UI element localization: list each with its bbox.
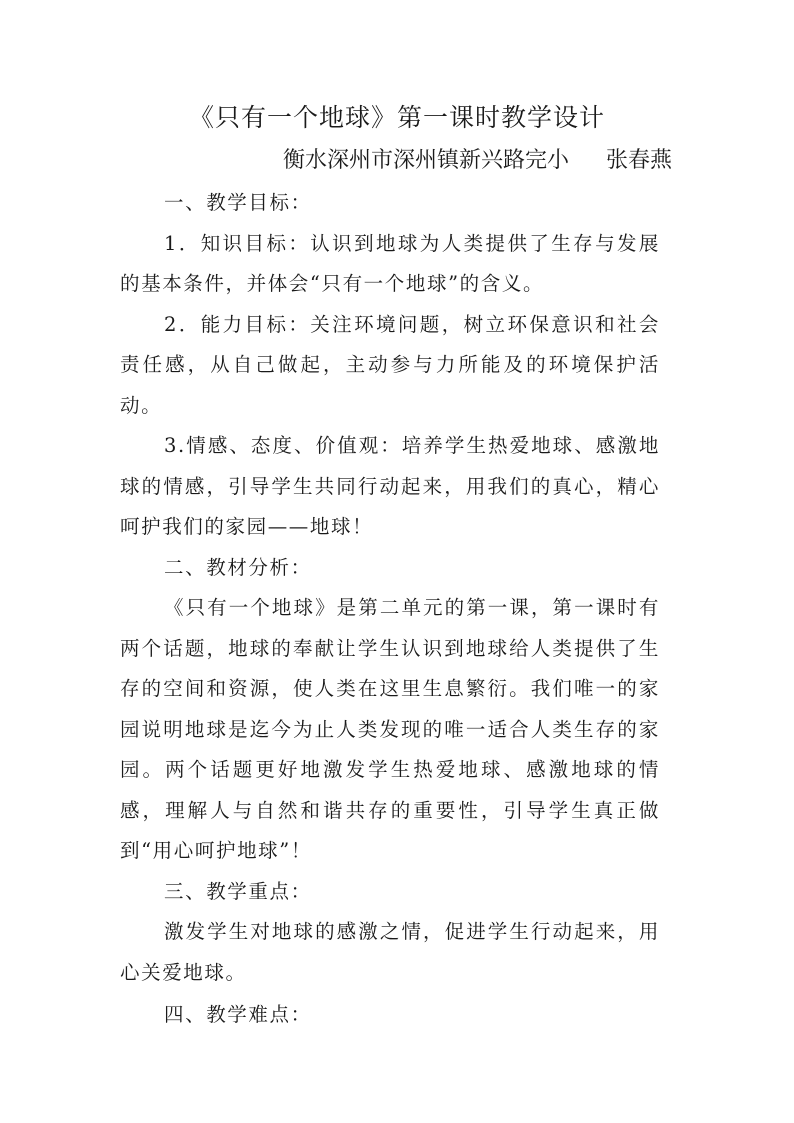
goal-knowledge: 1．知识目标：认识到地球为人类提供了生存与发展的基本条件，并体会“只有一个地球”的含义。 <box>120 231 660 295</box>
analysis-text: 《只有一个地球》是第二单元的第一课，第一课时有两个话题，地球的奉献让学生认识到地球给人类提供了生存的空间和资源，使人类在这里生息繁衍。我们唯一的家园说明地球是迄今为止人类发现的唯一适合人类生存的家园。两个话题更好地激发学生热爱地球、感激地球的情感，理解人与自然和谐共存的重要性，引导学生真正做到“用心呵护地球”！ <box>120 596 660 862</box>
author-school: 衡水深州市深州镇新兴路完小 <box>282 148 569 173</box>
analysis-heading: 二、教材分析： <box>164 555 312 579</box>
goal-emotion: 3.情感、态度、价值观：培养学生热爱地球、感激地球的情感，引导学生共同行动起来，用我们的真心，精心呵护我们的家园——地球！ <box>120 434 660 538</box>
key-points-text: 激发学生对地球的感激之情，促进学生行动起来，用心关爱地球。 <box>120 920 660 984</box>
document-body <box>120 183 660 1036</box>
difficulty-heading: 四、教学难点： <box>164 1003 312 1026</box>
goals-heading: 一、教学目标： <box>164 191 312 214</box>
key-points-heading: 三、教学重点： <box>164 879 312 903</box>
author-name: 张春燕 <box>605 148 672 173</box>
author-line <box>120 143 672 179</box>
goal-ability: 2．能力目标：关注环境问题，树立环保意识和社会责任感，从自己做起，主动参与力所能及的环境保护活动。 <box>120 312 660 417</box>
document-title: 《只有一个地球》第一课时教学设计 <box>188 103 605 132</box>
